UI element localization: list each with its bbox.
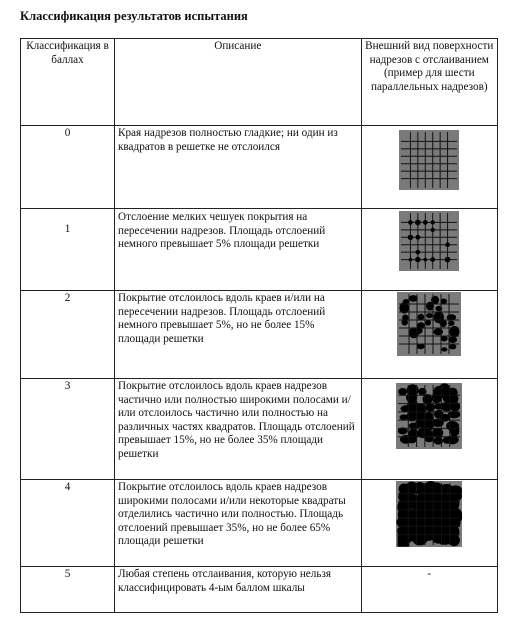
table-row	[21, 567, 498, 613]
appearance-cell	[361, 291, 497, 379]
appearance-cell	[361, 209, 497, 291]
description-cell: Края надрезов полностью гладкие; ни один из квадратов в решетке не отслоился	[114, 126, 361, 209]
description-cell: Покрытие отслоилось вдоль краев и/или на пересечении надрезов. Площадь отслоений немного превышает 5%, но не более 15% площади решетки	[114, 291, 361, 379]
appearance-cell	[361, 126, 497, 209]
grid-pattern-major-detachment-image	[396, 481, 462, 547]
table-row	[21, 209, 498, 291]
score-cell: 0	[21, 126, 115, 209]
score-cell: 3	[21, 379, 115, 480]
score-cell: 4	[21, 480, 115, 567]
appearance-cell: -	[361, 567, 497, 613]
description-wrap	[114, 209, 361, 291]
table-row	[21, 379, 498, 480]
grid-pattern-edge-flaking-image	[397, 292, 461, 356]
description-cell: Покрытие отслоилось вдоль краев надрезов частично или полностью широкими полосами и/или отслоилось частично или полностью на различных частях квадратов. Площадь отслоений превышает 15%, но не более 35% площади решетки	[114, 379, 361, 480]
description-cell: Любая степень отслаивания, которую нельзя классифицировать 4-ым баллом шкалы	[114, 567, 361, 613]
score-cell: 2	[21, 291, 115, 379]
header-appearance: Внешний вид поверхности надрезов с отслаиванием (пример для шести параллельных надрезов)	[361, 39, 497, 126]
grid-pattern-partial-detachment-image	[396, 383, 462, 449]
header-description: Описание	[114, 39, 361, 126]
table-row	[21, 480, 498, 567]
score-cell-wrap	[21, 209, 115, 291]
score-cell: 1	[64, 223, 71, 235]
table-header-row	[21, 39, 498, 126]
header-score: Классификация в баллах	[21, 39, 115, 126]
grid-pattern-small-flakes-image	[399, 211, 459, 271]
grid-pattern-clean-image	[399, 130, 459, 190]
appearance-cell	[361, 379, 497, 480]
description-cell: Отслоение мелких чешуек покрытия на пересечении надрезов. Площадь отслоений немного превышает 5% площади решетки	[117, 211, 326, 251]
classification-table	[20, 38, 498, 613]
appearance-cell	[361, 480, 497, 567]
table-row	[21, 126, 498, 209]
description-cell: Покрытие отслоилось вдоль краев надрезов широкими полосами и/или некоторые квадраты отделились частично или полностью. Площадь отслоений превышает 35%, но не более 65% площади решетки	[114, 480, 361, 567]
document-title: Классификация результатов испытания	[20, 9, 248, 23]
table-row	[21, 291, 498, 379]
score-cell: 5	[21, 567, 115, 613]
